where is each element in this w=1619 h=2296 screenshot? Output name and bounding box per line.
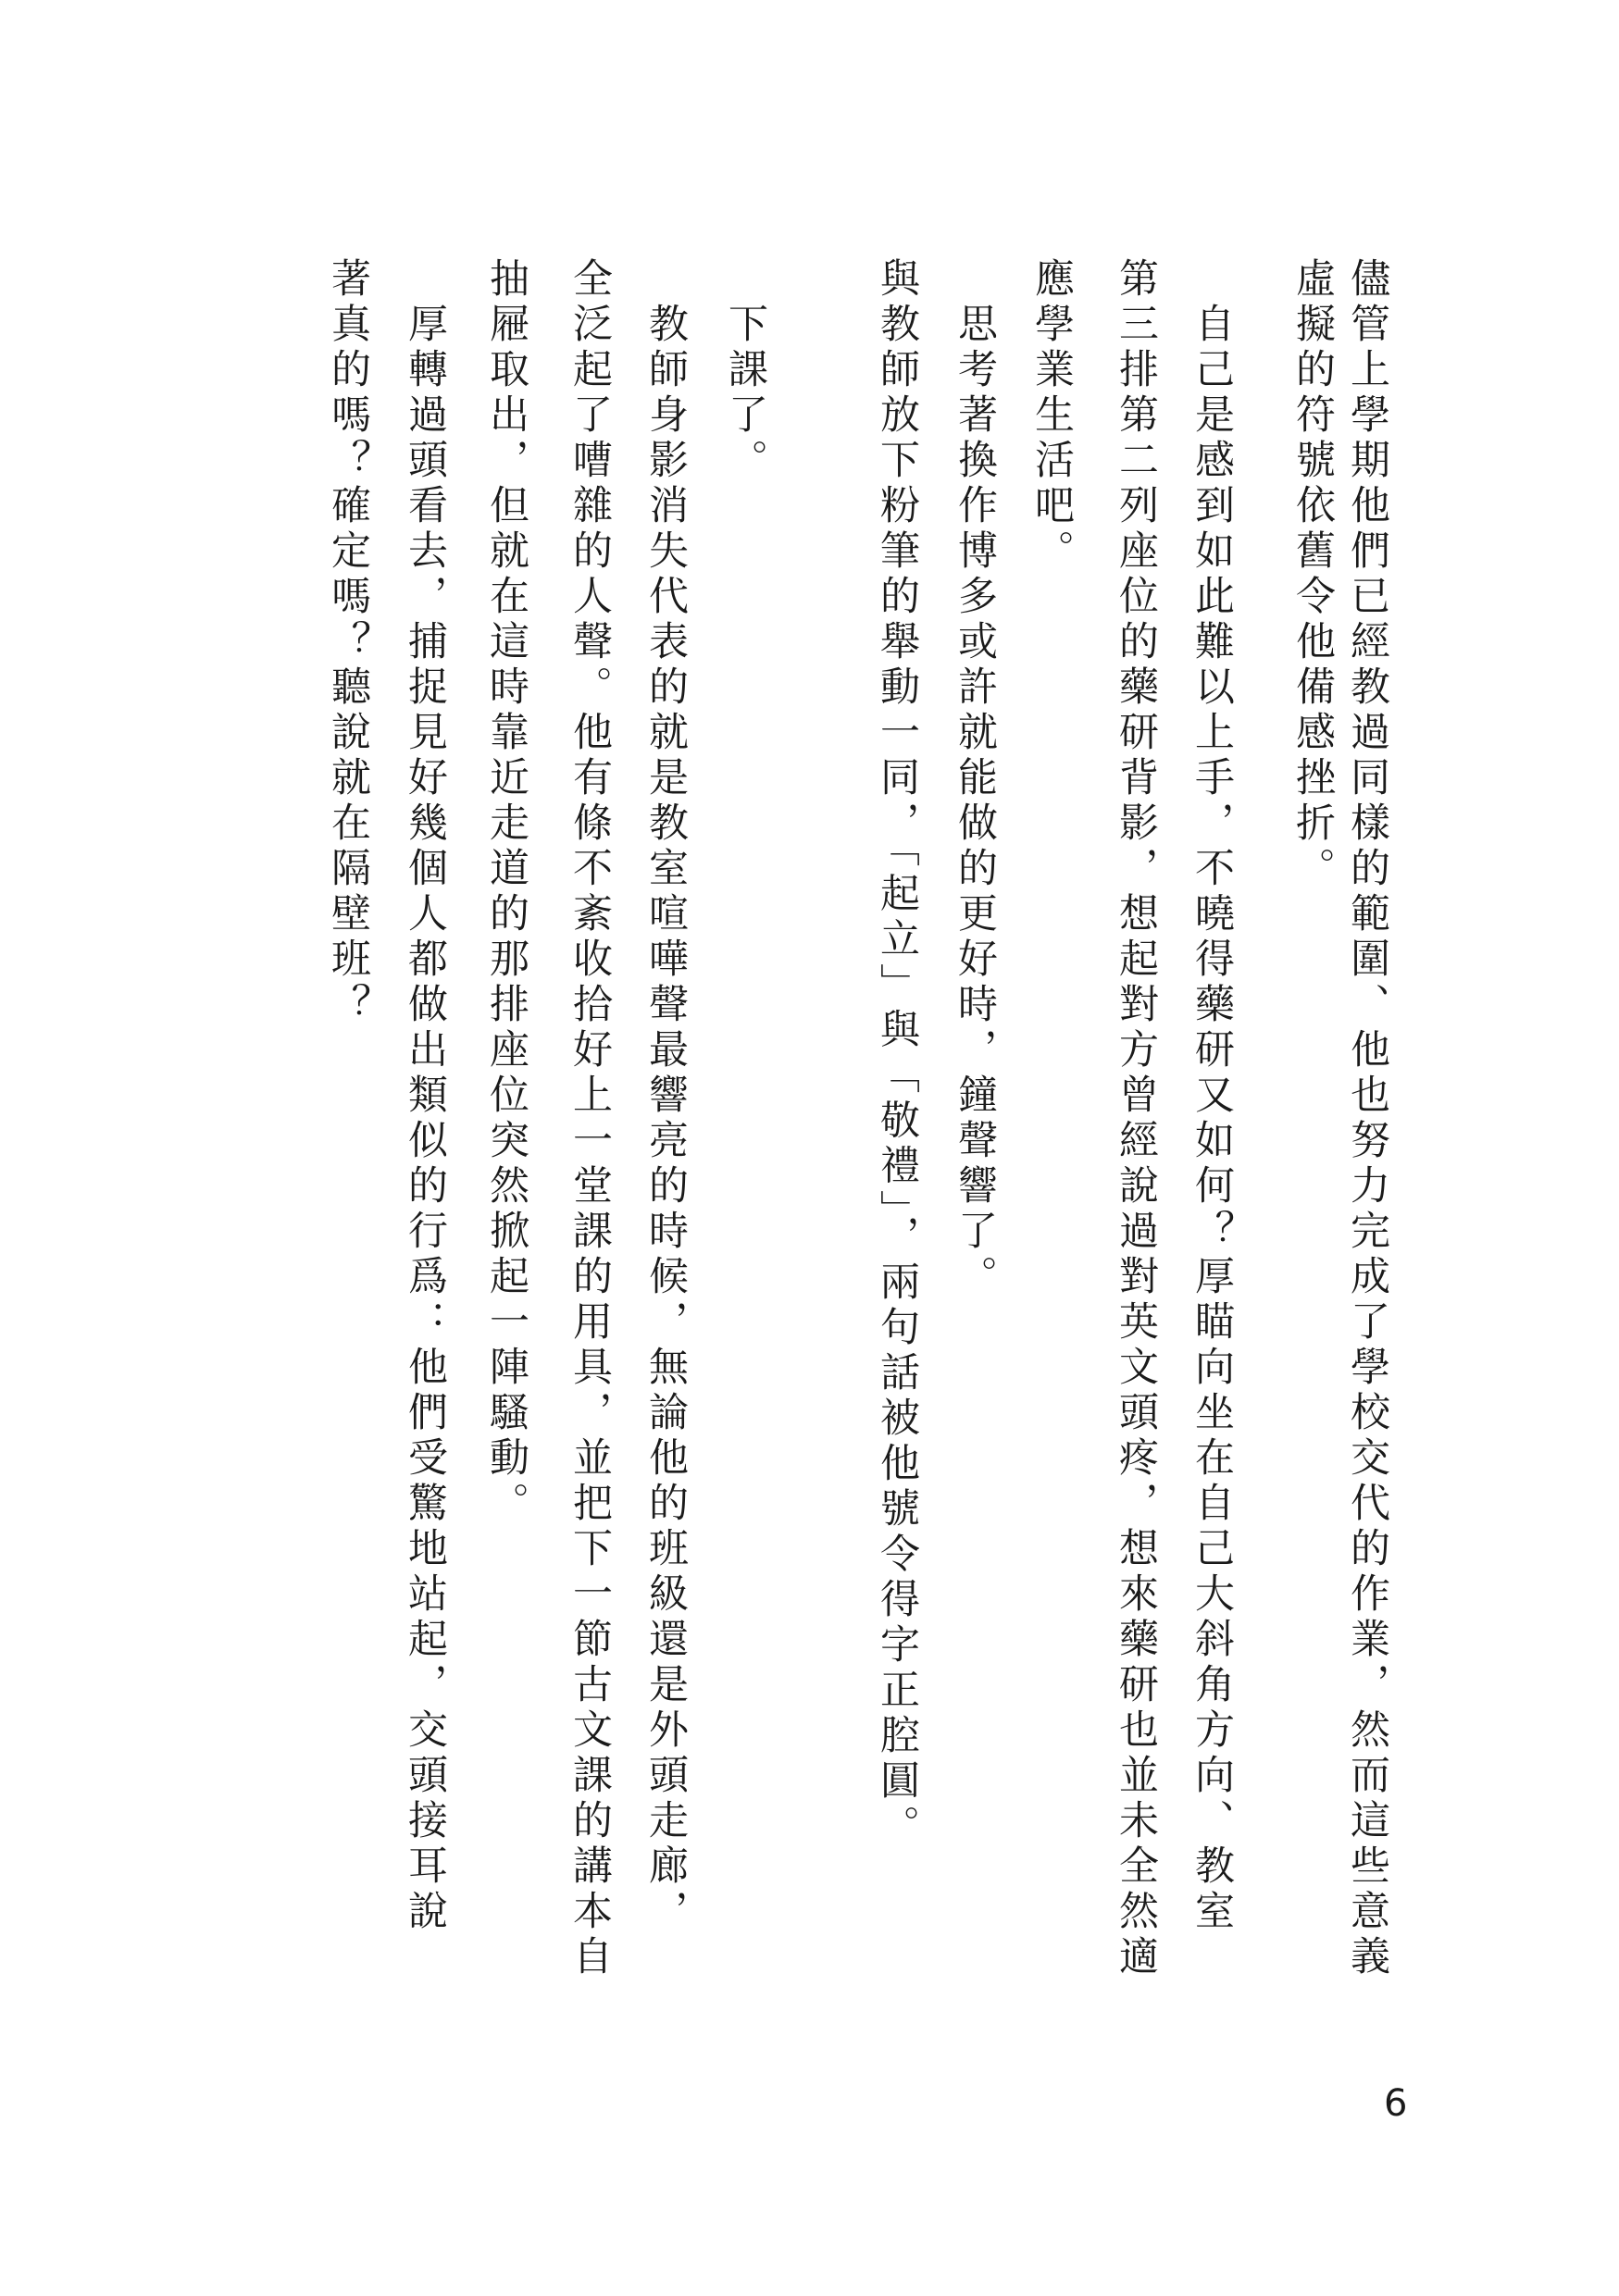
text-column-1: 儘管上學期他們已經教過同樣的範圍、他也努力完成了學校交代的作業，然而這些意義 <box>1344 257 1390 1980</box>
text-column-8: 下課了。 <box>722 303 768 484</box>
text-column-6: 思考著換作博多或許就能做的更好時，鐘聲響了。 <box>952 303 998 1300</box>
text-column-12: 厚轉過頭看去，捕捉見好幾個人都做出類似的行爲：他們受驚地站起，交頭接耳說 <box>402 303 448 1935</box>
text-column-4: 第三排第二列座位的藥研背影，想起對方曾經說過對英文頭疼，想來藥研也並未全然適 <box>1113 257 1159 1980</box>
text-column-2: 虛擬的符號依舊令他備感挫折。 <box>1289 257 1336 892</box>
text-column-11: 抽屜取出，但就在這時靠近走道的那排座位突然掀起一陣騷動。 <box>483 257 529 1527</box>
text-column-10: 全泛起了嘈雜的人聲。他有條不紊收拾好上一堂課的用具，並把下一節古文課的講本自 <box>567 257 613 1980</box>
text-column-3: 自己是感到如此難以上手，不曉得藥研又如何？厚瞄向坐在自己大斜角方向、教室 <box>1189 303 1235 1935</box>
text-column-9: 教師身影消失代表的就是教室喧嘩聲最響亮的時候，無論他的班級還是外頭走廊， <box>642 303 689 1935</box>
text-column-7: 與教師放下粉筆的舉動一同，「起立」與「敬禮」，兩句話被他號令得字正腔圓。 <box>874 257 920 1850</box>
text-column-13: 著真的嗎？確定嗎？聽說就在隔壁班？ <box>325 257 371 1028</box>
text-column-5: 應學業生活吧。 <box>1028 257 1075 575</box>
page-number: 6 <box>1384 2082 1408 2125</box>
